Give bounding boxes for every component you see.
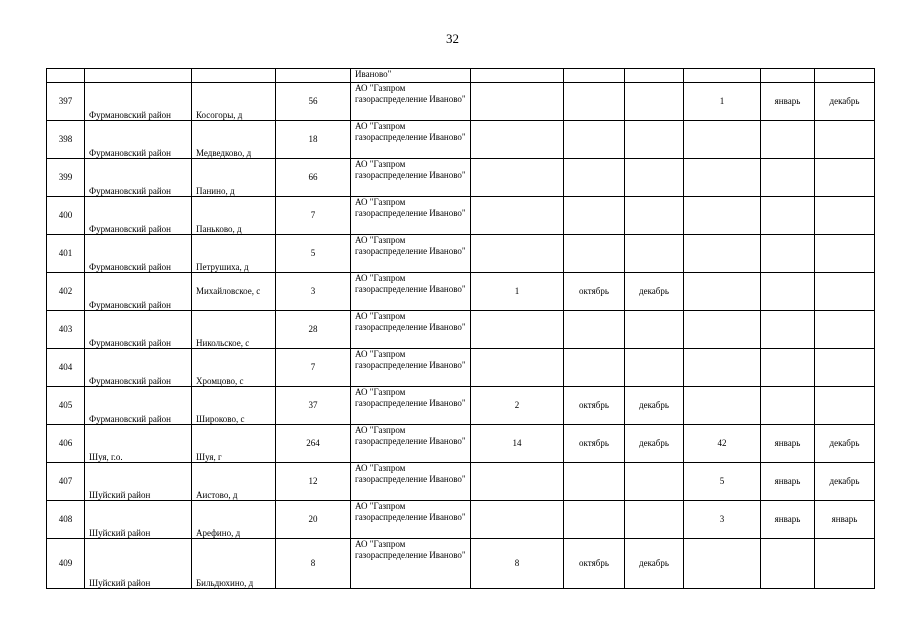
table-row xyxy=(47,273,875,311)
stage-a-count-cell xyxy=(471,501,564,539)
settlement-cell: Никольское, с xyxy=(192,311,276,349)
stage-b-end-cell xyxy=(815,349,875,387)
stage-b-end-cell xyxy=(815,311,875,349)
stage-b-count-cell xyxy=(684,121,761,159)
org-cell: АО "Газпром газораспределение Иваново" xyxy=(351,349,471,387)
table-row xyxy=(47,349,875,387)
stage-a-start-cell xyxy=(564,311,625,349)
org-cell: Иваново" xyxy=(351,69,471,83)
row-number: 399 xyxy=(47,159,85,197)
district-cell: Фурмановский район xyxy=(85,197,192,235)
stage-b-start-cell xyxy=(761,539,815,589)
stage-b-start-cell xyxy=(761,273,815,311)
stage-b-start-cell xyxy=(761,387,815,425)
row-number: 404 xyxy=(47,349,85,387)
table-row xyxy=(47,159,875,197)
stage-b-start-cell: январь xyxy=(761,425,815,463)
district-cell: Фурмановский район xyxy=(85,349,192,387)
page-number: 32 xyxy=(446,31,459,46)
district-cell: Фурмановский район xyxy=(85,121,192,159)
district-cell: Фурмановский район xyxy=(85,159,192,197)
stage-b-end-cell xyxy=(815,121,875,159)
district-cell: Шуйский район xyxy=(85,463,192,501)
settlement-cell: Шуя, г xyxy=(192,425,276,463)
district-cell: Шуйский район xyxy=(85,501,192,539)
stage-b-start-cell: январь xyxy=(761,501,815,539)
stage-b-start-cell xyxy=(761,197,815,235)
stage-b-end-cell: декабрь xyxy=(815,425,875,463)
stage-a-start-cell xyxy=(564,349,625,387)
settlement-cell: Хромцово, с xyxy=(192,349,276,387)
settlement-cell: Паньково, д xyxy=(192,197,276,235)
count-cell: 7 xyxy=(276,349,351,387)
stage-b-count-cell: 1 xyxy=(684,83,761,121)
stage-a-count-cell: 14 xyxy=(471,425,564,463)
count-cell: 20 xyxy=(276,501,351,539)
table-row xyxy=(47,425,875,463)
stage-a-end-cell: декабрь xyxy=(625,539,684,589)
stage-a-count-cell xyxy=(471,83,564,121)
org-cell: АО "Газпром газораспределение Иваново" xyxy=(351,197,471,235)
stage-a-count-cell xyxy=(471,311,564,349)
row-number: 406 xyxy=(47,425,85,463)
stage-b-end-cell: январь xyxy=(815,501,875,539)
district-cell: Фурмановский район xyxy=(85,273,192,311)
stage-b-end-cell xyxy=(815,539,875,589)
stage-a-start-cell xyxy=(564,159,625,197)
stage-b-count-cell xyxy=(684,349,761,387)
district-cell: Фурмановский район xyxy=(85,311,192,349)
org-cell: АО "Газпром газораспределение Иваново" xyxy=(351,311,471,349)
org-cell: АО "Газпром газораспределение Иваново" xyxy=(351,425,471,463)
stage-b-start-cell xyxy=(761,159,815,197)
org-cell: АО "Газпром газораспределение Иваново" xyxy=(351,121,471,159)
stage-a-end-cell xyxy=(625,349,684,387)
org-cell: АО "Газпром газораспределение Иваново" xyxy=(351,501,471,539)
stage-b-count-cell xyxy=(684,197,761,235)
stage-b-count-cell xyxy=(684,539,761,589)
org-cell: АО "Газпром газораспределение Иваново" xyxy=(351,463,471,501)
row-number: 402 xyxy=(47,273,85,311)
row-number: 400 xyxy=(47,197,85,235)
stage-b-end-cell xyxy=(815,235,875,273)
table-row xyxy=(47,501,875,539)
stage-b-start-cell xyxy=(761,121,815,159)
stage-b-count-cell xyxy=(684,387,761,425)
count-cell: 8 xyxy=(276,539,351,589)
count-cell: 264 xyxy=(276,425,351,463)
row-number: 403 xyxy=(47,311,85,349)
stage-a-end-cell xyxy=(625,159,684,197)
stage-a-end-cell xyxy=(625,311,684,349)
stage-a-count-cell xyxy=(471,463,564,501)
stage-a-count-cell: 1 xyxy=(471,273,564,311)
stage-a-count-cell: 2 xyxy=(471,387,564,425)
stage-b-count-cell: 42 xyxy=(684,425,761,463)
district-cell: Фурмановский район xyxy=(85,387,192,425)
count-cell: 37 xyxy=(276,387,351,425)
stage-b-start-cell xyxy=(761,235,815,273)
table-row xyxy=(47,197,875,235)
table-row xyxy=(47,83,875,121)
stage-b-count-cell xyxy=(684,273,761,311)
stage-a-start-cell: октябрь xyxy=(564,425,625,463)
count-cell: 18 xyxy=(276,121,351,159)
stage-b-start-cell xyxy=(761,349,815,387)
district-cell: Шуя, г.о. xyxy=(85,425,192,463)
stage-a-start-cell: октябрь xyxy=(564,273,625,311)
count-cell: 5 xyxy=(276,235,351,273)
settlement-cell: Медведково, д xyxy=(192,121,276,159)
district-cell: Фурмановский район xyxy=(85,83,192,121)
row-number: 407 xyxy=(47,463,85,501)
stage-b-end-cell xyxy=(815,159,875,197)
stage-b-count-cell xyxy=(684,235,761,273)
settlement-cell: Михайловское, с xyxy=(192,273,276,311)
stage-b-end-cell xyxy=(815,197,875,235)
stage-a-start-cell xyxy=(564,463,625,501)
stage-b-start-cell: январь xyxy=(761,83,815,121)
stage-a-count-cell xyxy=(471,349,564,387)
continuation-row xyxy=(47,69,875,83)
stage-a-count-cell xyxy=(471,197,564,235)
row-number: 409 xyxy=(47,539,85,589)
org-cell: АО "Газпром газораспределение Иваново" xyxy=(351,83,471,121)
count-cell: 7 xyxy=(276,197,351,235)
row-number: 405 xyxy=(47,387,85,425)
stage-a-count-cell xyxy=(471,121,564,159)
settlement-cell: Бильдюхино, д xyxy=(192,539,276,589)
stage-a-end-cell xyxy=(625,197,684,235)
stage-b-start-cell xyxy=(761,311,815,349)
stage-b-count-cell xyxy=(684,311,761,349)
settlement-cell: Косогоры, д xyxy=(192,83,276,121)
stage-a-end-cell xyxy=(625,83,684,121)
org-cell: АО "Газпром газораспределение Иваново" xyxy=(351,235,471,273)
stage-b-end-cell xyxy=(815,273,875,311)
stage-b-end-cell xyxy=(815,387,875,425)
row-number: 397 xyxy=(47,83,85,121)
stage-b-end-cell: декабрь xyxy=(815,463,875,501)
settlement-cell: Петрушиха, д xyxy=(192,235,276,273)
table-row xyxy=(47,539,875,589)
stage-b-count-cell: 3 xyxy=(684,501,761,539)
stage-a-end-cell: декабрь xyxy=(625,273,684,311)
stage-a-count-cell xyxy=(471,235,564,273)
settlement-cell: Панино, д xyxy=(192,159,276,197)
stage-a-end-cell: декабрь xyxy=(625,425,684,463)
org-cell: АО "Газпром газораспределение Иваново" xyxy=(351,159,471,197)
count-cell: 3 xyxy=(276,273,351,311)
district-cell: Шуйский район xyxy=(85,539,192,589)
settlement-cell: Широково, с xyxy=(192,387,276,425)
org-cell: АО "Газпром газораспределение Иваново" xyxy=(351,539,471,589)
stage-a-end-cell xyxy=(625,235,684,273)
stage-a-end-cell xyxy=(625,121,684,159)
row-number: 398 xyxy=(47,121,85,159)
org-cell: АО "Газпром газораспределение Иваново" xyxy=(351,273,471,311)
stage-a-end-cell xyxy=(625,501,684,539)
table-row xyxy=(47,387,875,425)
stage-b-start-cell: январь xyxy=(761,463,815,501)
stage-b-count-cell xyxy=(684,159,761,197)
stage-b-end-cell: декабрь xyxy=(815,83,875,121)
stage-a-start-cell xyxy=(564,121,625,159)
stage-a-end-cell: декабрь xyxy=(625,387,684,425)
district-cell: Фурмановский район xyxy=(85,235,192,273)
stage-a-end-cell xyxy=(625,463,684,501)
stage-a-start-cell xyxy=(564,235,625,273)
settlement-cell: Арефино, д xyxy=(192,501,276,539)
row-number: 401 xyxy=(47,235,85,273)
count-cell: 56 xyxy=(276,83,351,121)
stage-a-start-cell xyxy=(564,83,625,121)
stage-a-start-cell xyxy=(564,197,625,235)
gasification-table xyxy=(46,68,875,589)
count-cell: 66 xyxy=(276,159,351,197)
stage-a-start-cell: октябрь xyxy=(564,539,625,589)
stage-b-count-cell: 5 xyxy=(684,463,761,501)
stage-a-count-cell: 8 xyxy=(471,539,564,589)
table-row xyxy=(47,311,875,349)
org-cell: АО "Газпром газораспределение Иваново" xyxy=(351,387,471,425)
table-row xyxy=(47,235,875,273)
table-row xyxy=(47,463,875,501)
settlement-cell: Аистово, д xyxy=(192,463,276,501)
count-cell: 12 xyxy=(276,463,351,501)
table-row xyxy=(47,121,875,159)
stage-a-count-cell xyxy=(471,159,564,197)
count-cell: 28 xyxy=(276,311,351,349)
stage-a-start-cell xyxy=(564,501,625,539)
stage-a-start-cell: октябрь xyxy=(564,387,625,425)
row-number: 408 xyxy=(47,501,85,539)
